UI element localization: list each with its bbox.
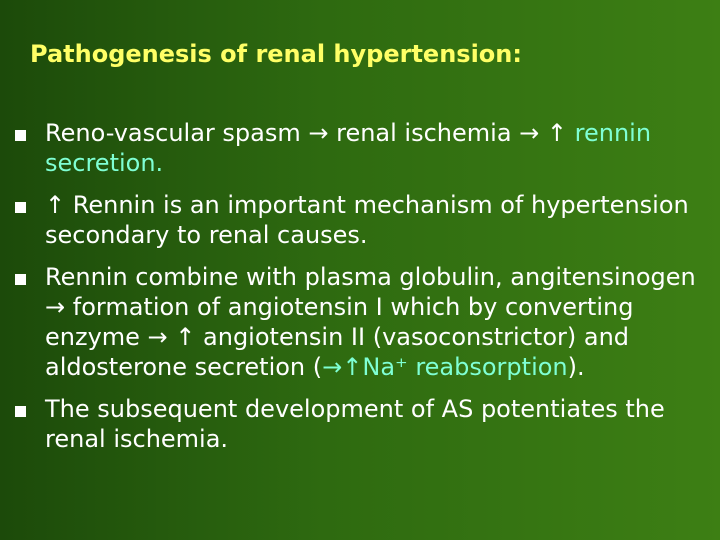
bullet-text: The subsequent development of AS potentiates the renal ischemia. xyxy=(45,395,665,453)
square-bullet-icon xyxy=(15,274,26,285)
square-bullet-icon xyxy=(15,202,26,213)
bullet-highlight-text: rennin secretion. xyxy=(45,119,652,177)
bullet-item xyxy=(12,394,702,454)
bullet-text-end: ). xyxy=(567,353,585,381)
square-bullet-icon xyxy=(15,130,26,141)
bullet-item xyxy=(12,190,702,250)
bullet-item xyxy=(12,118,702,178)
bullet-text: ↑ Rennin is an important mechanism of hypertension secondary to renal causes. xyxy=(45,191,689,249)
bullet-list xyxy=(12,118,702,454)
slide-title: Pathogenesis of renal hypertension: xyxy=(30,40,522,68)
bullet-highlight-text: →↑Na⁺ reabsorption xyxy=(322,353,568,381)
bullet-text: Reno-vascular spasm → renal ischemia → ↑ xyxy=(45,119,567,147)
bullet-text: Rennin combine with plasma globulin, angitensinogen → formation of angiotensin I which by converting enzyme → ↑ angiotensin II (vasoconstrictor) and aldosterone secretion ( xyxy=(45,263,696,381)
bullet-item xyxy=(12,262,702,382)
square-bullet-icon xyxy=(15,406,26,417)
